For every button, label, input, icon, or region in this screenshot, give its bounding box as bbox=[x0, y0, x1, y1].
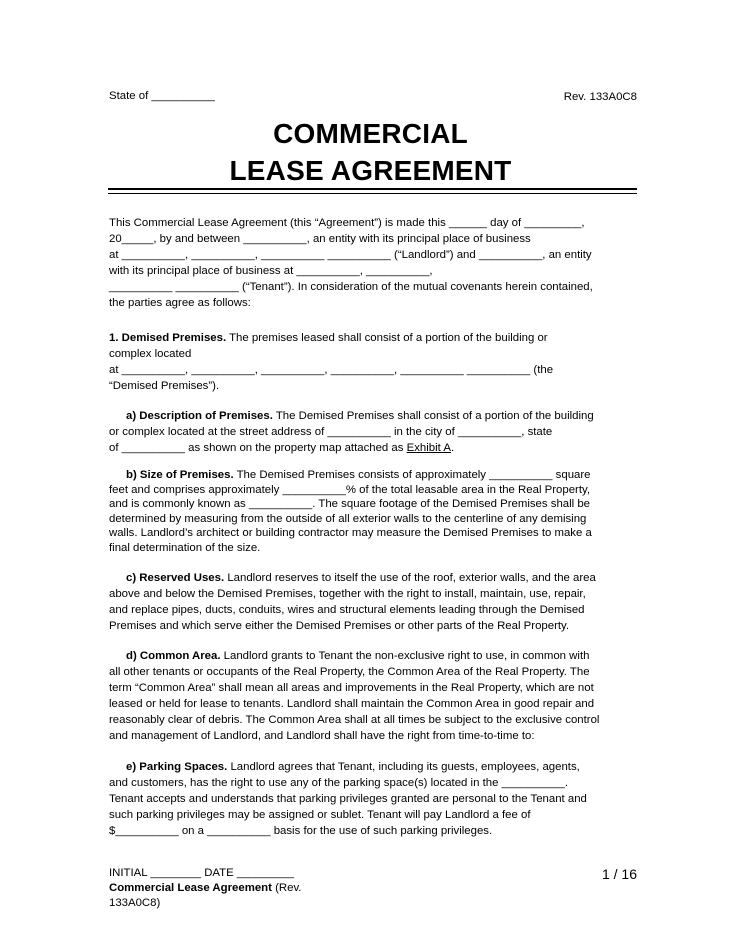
subsection-line: determined by measuring from the outside of all exterior walls to the centerline of any demising bbox=[109, 512, 587, 525]
intro-paragraph bbox=[109, 215, 637, 311]
section-line: at __________, __________, __________, __________, __________ __________ (the bbox=[109, 364, 554, 376]
subsection-text: The Demised Premises consists of approximately __________ square bbox=[233, 469, 591, 481]
subsection-line: Premises and which serve either the Demised Premises or other parts of the Real Property. bbox=[109, 620, 570, 632]
subsection-line: and is commonly known as __________. The square footage of the Demised Premises shall be bbox=[109, 498, 591, 511]
section-text: The premises leased shall consist of a portion of the building or bbox=[226, 332, 548, 344]
intro-line: the parties agree as follows: bbox=[109, 297, 251, 309]
subsection-text: of __________ as shown on the property map attached as bbox=[109, 442, 407, 454]
title-line-1: COMMERCIAL bbox=[273, 118, 468, 149]
intro-line: 20_____, by and between __________, an entity with its principal place of business bbox=[109, 233, 531, 245]
subsection-line: such parking privileges may be assigned or sublet. Tenant will pay Landlord a fee of bbox=[109, 809, 531, 821]
footer-rev-open: (Rev. bbox=[271, 882, 302, 894]
subsection-text: . bbox=[450, 442, 455, 454]
subsection-line: leased or held for lease to tenants. Landlord shall maintain the Common Area in good repair and bbox=[109, 698, 595, 710]
subsection-common-area bbox=[109, 648, 637, 744]
page-footer bbox=[109, 866, 301, 911]
intro-line: with its principal place of business at __________, __________, bbox=[109, 265, 433, 277]
section-line: complex located bbox=[109, 348, 192, 360]
subsection-heading: d) Common Area. bbox=[126, 650, 221, 662]
subsection-reserved-uses bbox=[109, 570, 637, 634]
subsection-line: final determination of the size. bbox=[109, 541, 261, 554]
subsection-text: Landlord agrees that Tenant, including its guests, employees, agents, bbox=[227, 761, 580, 773]
subsection-line: and management of Landlord, and Landlord shall have the right from time-to-time to: bbox=[109, 730, 535, 742]
subsection-heading: a) Description of Premises. bbox=[126, 410, 273, 422]
revision-label: Rev. 133A0C8 bbox=[563, 91, 637, 103]
subsection-heading: c) Reserved Uses. bbox=[126, 572, 225, 584]
subsection-line: and customers, has the right to use any of the parking space(s) located in the __________. bbox=[109, 777, 569, 789]
subsection-line: above and below the Demised Premises, together with the right to install, maintain, use, repair, bbox=[109, 588, 586, 600]
subsection-line: feet and comprises approximately __________% of the total leasable area in the Real Property, bbox=[109, 483, 591, 496]
subsection-size bbox=[109, 468, 637, 556]
footer-doc-name: Commercial Lease Agreement bbox=[109, 882, 272, 894]
subsection-text: The Demised Premises shall consist of a portion of the building bbox=[272, 410, 594, 422]
initial-date-line: INITIAL ________ DATE _________ bbox=[109, 867, 294, 879]
intro-line: __________ __________ (“Tenant”). In consideration of the mutual covenants herein contained, bbox=[109, 281, 593, 293]
subsection-line: term “Common Area” shall mean all areas and improvements in the Real Property, which are not bbox=[109, 682, 594, 694]
footer-rev-close: 133A0C8) bbox=[109, 897, 161, 909]
subsection-line: walls. Landlord’s architect or building contractor may measure the Demised Premises to make a bbox=[109, 527, 592, 540]
subsection-text: Landlord reserves to itself the use of the roof, exterior walls, and the area bbox=[224, 572, 596, 584]
subsection-text: Landlord grants to Tenant the non-exclusive right to use, in common with bbox=[220, 650, 590, 662]
subsection-line: Tenant accepts and understands that parking privileges granted are personal to the Tenant and bbox=[109, 793, 587, 805]
subsection-line: $__________ on a __________ basis for the use of such parking privileges. bbox=[109, 825, 493, 837]
subsection-heading: e) Parking Spaces. bbox=[126, 761, 228, 773]
intro-line: at __________, __________, __________ __________ (“Landlord”) and __________, an entity bbox=[109, 249, 592, 261]
subsection-description bbox=[109, 408, 637, 456]
title-rule-thin bbox=[108, 193, 637, 194]
page-number: 1 / 16 bbox=[601, 866, 637, 882]
subsection-parking bbox=[109, 759, 637, 839]
section-demised-premises bbox=[109, 330, 637, 394]
title-rule-thick bbox=[108, 188, 637, 190]
subsection-line: all other tenants or occupants of the Real Property, the Common Area of the Real Property. The bbox=[109, 666, 590, 678]
subsection-line: or complex located at the street address of __________ in the city of __________, state bbox=[109, 426, 553, 438]
title-line-2: LEASE AGREEMENT bbox=[229, 155, 512, 186]
state-field: State of __________ bbox=[109, 90, 215, 102]
section-heading: 1. Demised Premises. bbox=[109, 332, 227, 344]
intro-line: This Commercial Lease Agreement (this “Agreement”) is made this ______ day of _________, bbox=[109, 217, 585, 229]
subsection-line: and replace pipes, ducts, conduits, wires and structural elements leading through the Demised bbox=[109, 604, 585, 616]
subsection-line: reasonably clear of debris. The Common Area shall at all times be subject to the exclusive control bbox=[109, 714, 600, 726]
exhibit-link[interactable]: Exhibit A bbox=[406, 442, 451, 454]
section-line: “Demised Premises”). bbox=[109, 380, 220, 392]
subsection-heading: b) Size of Premises. bbox=[126, 469, 234, 481]
